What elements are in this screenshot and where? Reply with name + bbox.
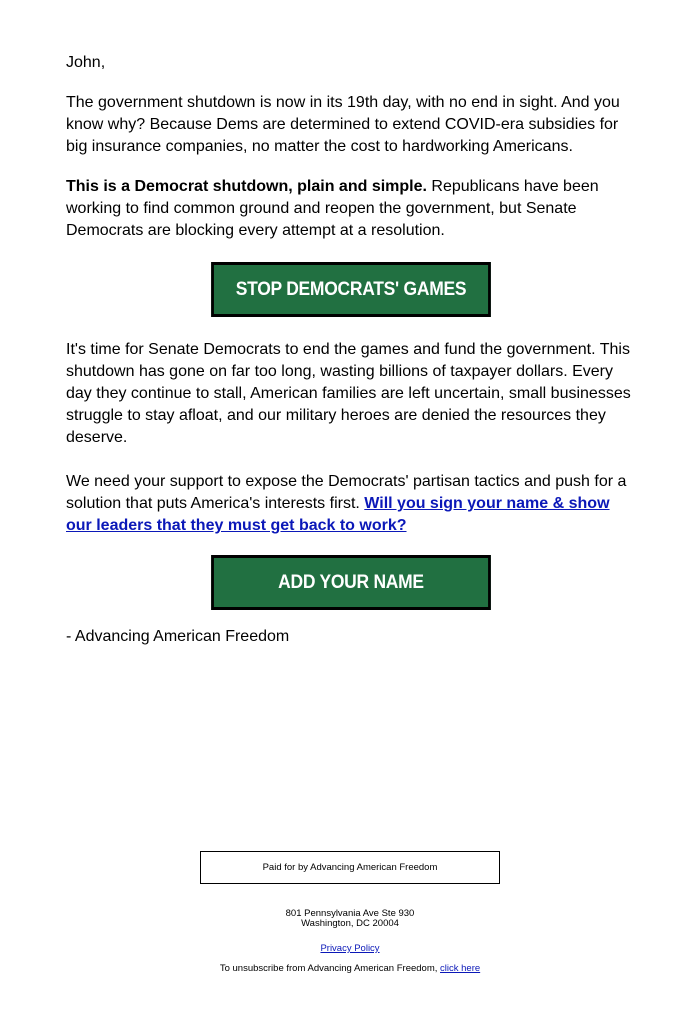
address-line-2: Washington, DC 20004 [301,918,399,929]
unsubscribe-link[interactable]: click here [440,963,481,974]
email-body [66,52,636,648]
add-name-button-wrapper [66,555,636,610]
add-your-name-button[interactable] [211,555,491,610]
paragraph-democrat-shutdown [66,176,636,242]
stop-democrats-games-button[interactable] [211,262,491,317]
signature: - Advancing American Freedom [66,628,290,645]
bold-statement: This is a Democrat shutdown, plain and simple. [66,178,427,195]
mailing-address [0,909,700,929]
add-your-name-label: ADD YOUR NAME [278,571,424,593]
address-line-1: 801 Pennsylvania Ave Ste 930 [285,908,415,919]
unsubscribe-row [0,963,700,974]
stop-democrats-games-label: STOP DEMOCRATS' GAMES [235,278,467,300]
unsubscribe-text: To unsubscribe from Advancing American Freedom, [219,963,441,974]
paragraph-support-request [66,471,636,537]
paragraph-end-games: It's time for Senate Democrats to end the games and fund the government. This shutdown has gone on far too long, wasting billions of taxpayer dollars. Every day they continue to stall, American families are left uncertain, small businesses struggle to stay afloat, and our military heroes are denied the resources they deserve. [66,341,631,446]
privacy-policy-link[interactable]: Privacy Policy [320,943,380,954]
paid-for-disclaimer [200,851,500,884]
stop-games-button-wrapper [66,262,636,317]
paid-for-text: Paid for by Advancing American Freedom [262,862,438,873]
paragraph-shutdown-intro: The government shutdown is now in its 19th day, with no end in sight. And you know why? Because Dems are determined to extend COVID-era subsidies for big insurance companies, no matter the cost to hardworking Americans. [66,94,620,155]
privacy-policy-row [0,943,700,954]
sign-your-name-link[interactable]: Will you sign your name & show our leaders that they must get back to work? [66,495,610,534]
paragraph-democrat-shutdown-text: Republicans have been working to find common ground and reopen the government, but Senate Democrats are blocking every attempt at a resolution. [66,178,599,239]
support-request-text: We need your support to expose the Democrats' partisan tactics and push for a solution that puts America's interests first. [66,473,627,512]
greeting: John, [66,54,106,71]
